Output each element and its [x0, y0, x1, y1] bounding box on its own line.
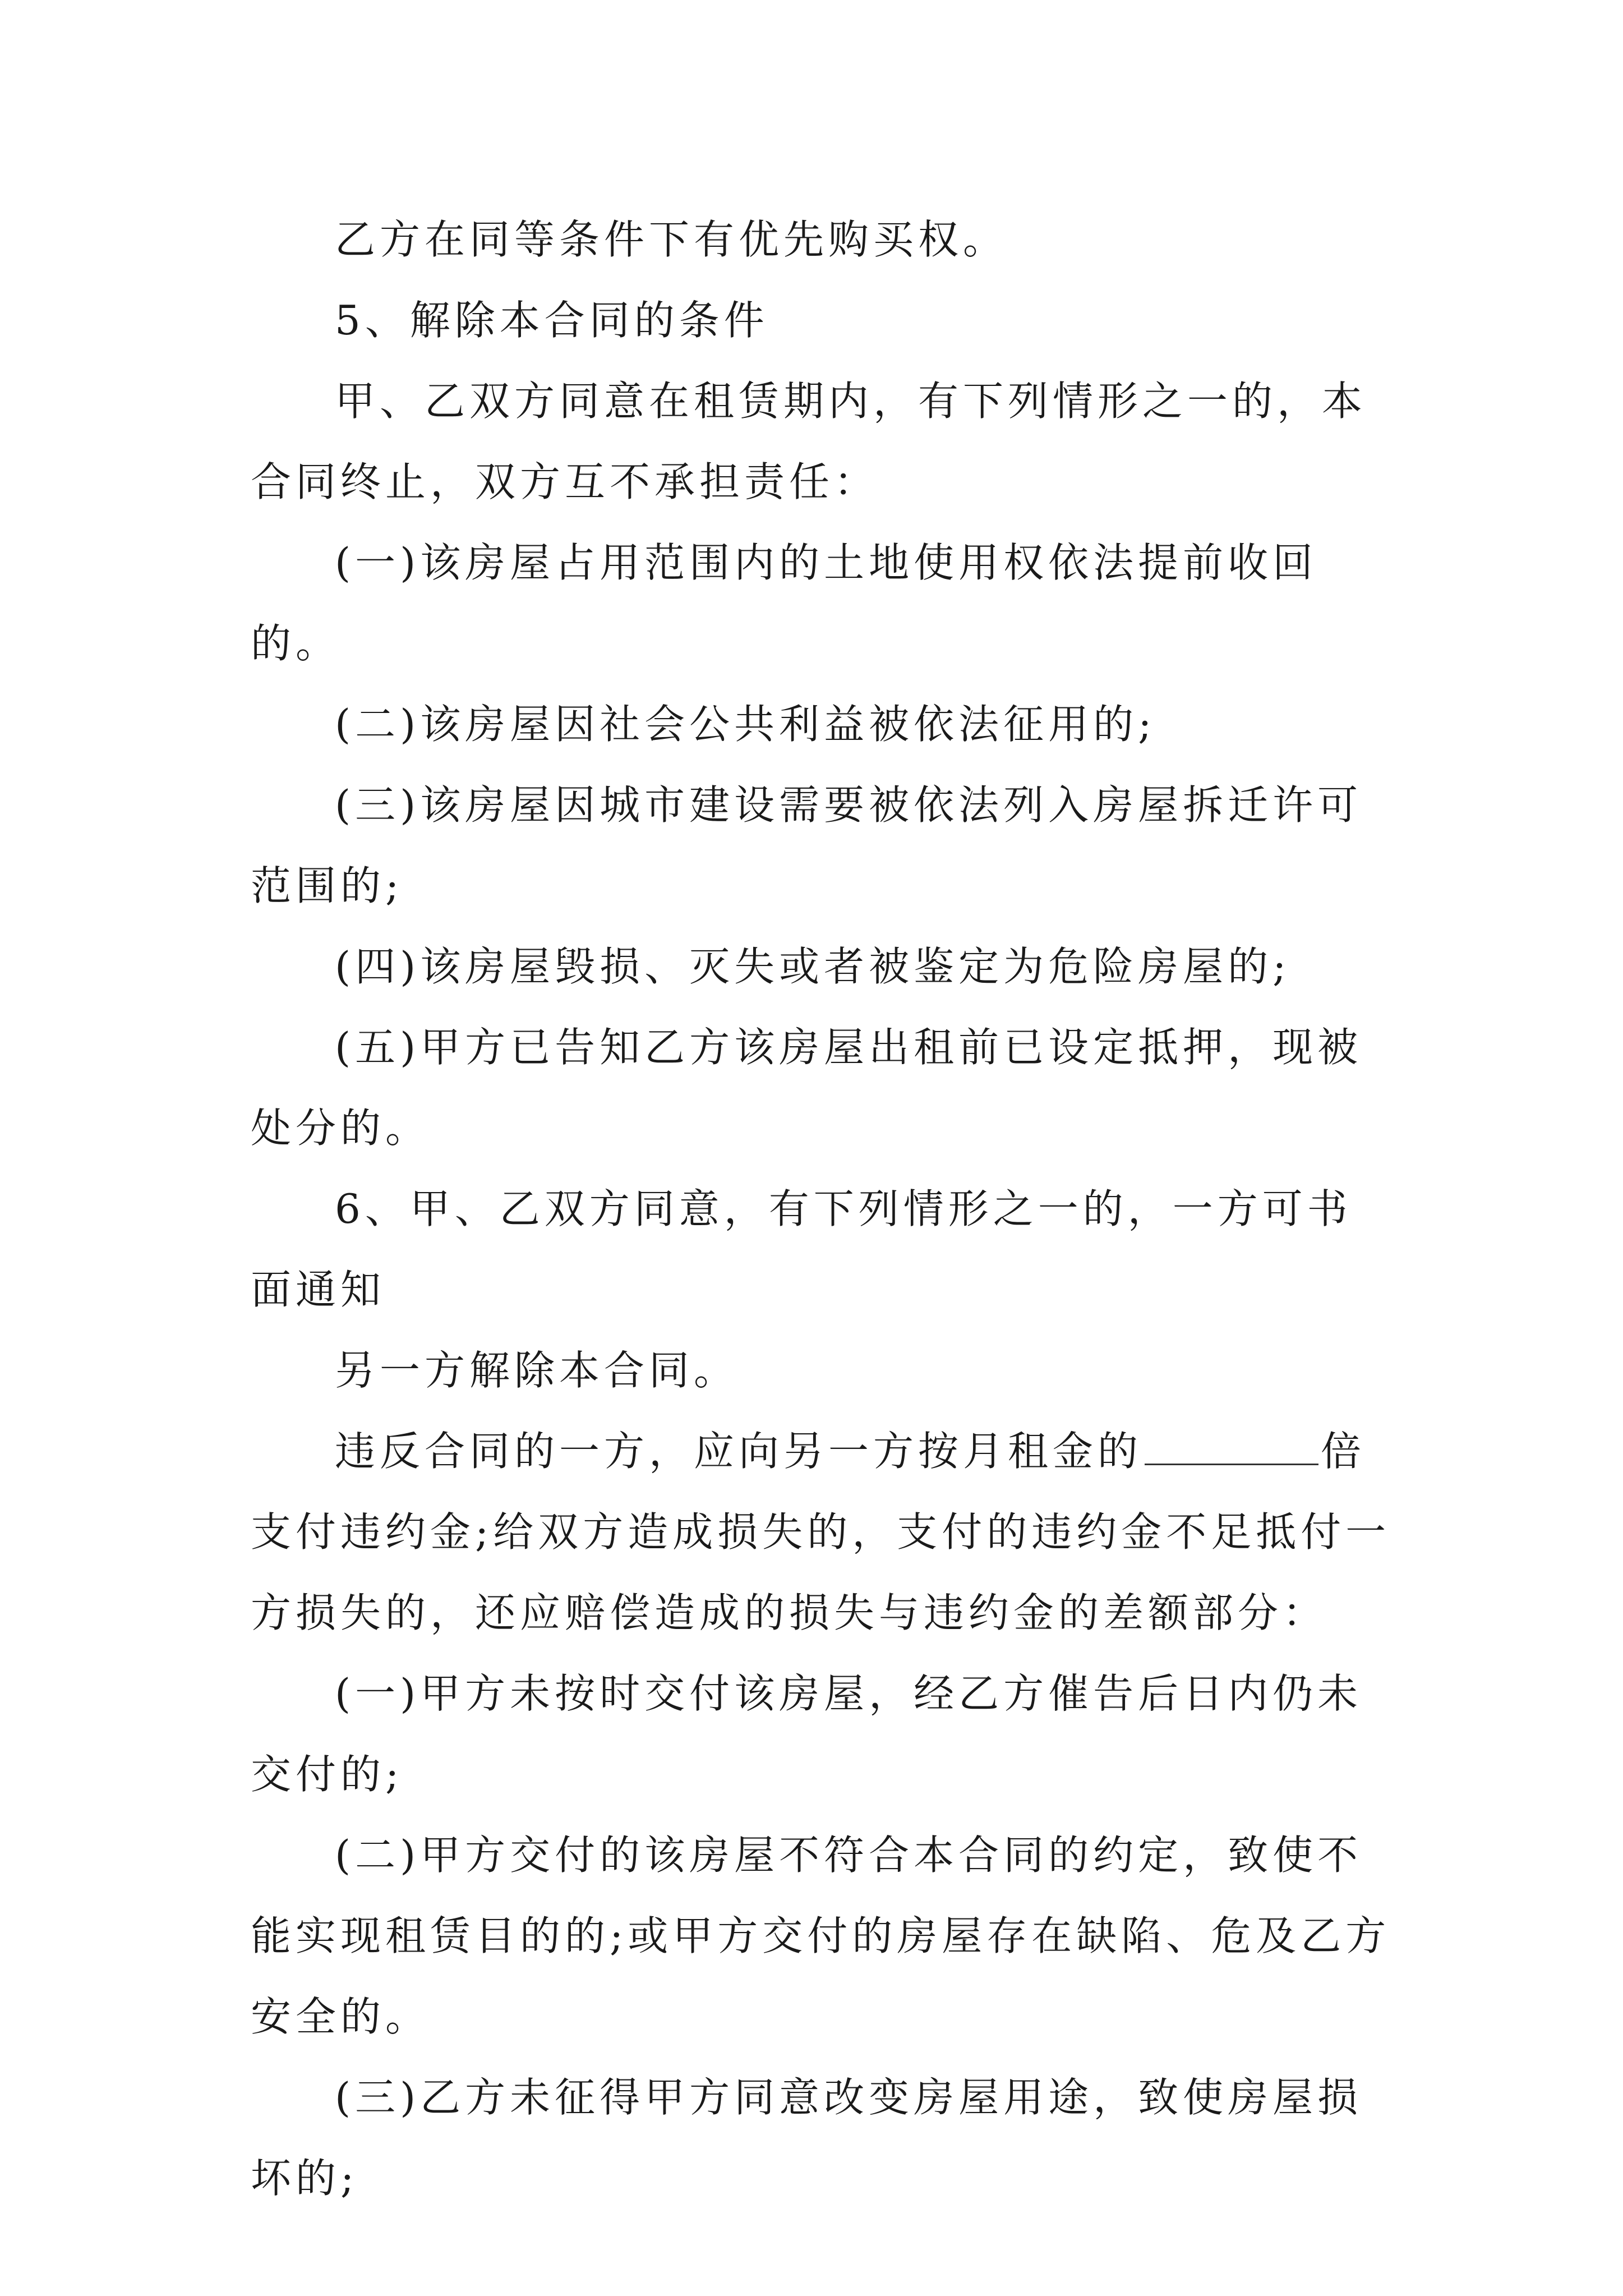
- paragraph-section-5-heading: 5、解除本合同的条件: [335, 297, 769, 344]
- penalty-multiplier-blank: [1145, 1424, 1318, 1465]
- paragraph-breach-item-3: (三)乙方未征得甲方同意改变房屋用途，致使房屋损坏的;: [251, 2074, 1363, 2202]
- paragraph-breach-item-1: (一)甲方未按时交付该房屋，经乙方催告后日内仍未交付的;: [251, 1670, 1363, 1798]
- document-body: [251, 199, 1395, 2219]
- penalty-clause-before-blank: 违反合同的一方，应向另一方按月租金的: [335, 1428, 1143, 1475]
- paragraph-termination-item-1: (一)该房屋占用范围内的土地使用权依法提前收回的。: [251, 539, 1318, 667]
- paragraph-section-6-heading: 6、甲、乙双方同意，有下列情形之一的，一方可书面通知: [251, 1185, 1352, 1313]
- penalty-clause-after-blank: 倍支付违约金;给双方造成损失的，支付的违约金不足抵付一方损失的，还应赔偿造成的损失与违约金的差额部分：: [251, 1428, 1391, 1636]
- paragraph-termination-item-3: (三)该房屋因城市建设需要被依法列入房屋拆迁许可范围的;: [251, 781, 1363, 909]
- paragraph-breach-item-2: (二)甲方交付的该房屋不符合本合同的约定，致使不能实现租赁目的的;或甲方交付的房屋存在缺陷、危及乙方安全的。: [251, 1832, 1391, 2040]
- paragraph-notify-other-party: 另一方解除本合同。: [335, 1347, 739, 1394]
- paragraph-priority-purchase: 乙方在同等条件下有优先购买权。: [335, 216, 1008, 263]
- paragraph-termination-item-4: (四)该房屋毁损、灭失或者被鉴定为危险房屋的;: [335, 943, 1291, 990]
- paragraph-termination-item-2: (二)该房屋因社会公共利益被依法征用的;: [335, 701, 1156, 748]
- paragraph-penalty-clause: [251, 1411, 1395, 1653]
- paragraph-termination-item-5: (五)甲方已告知乙方该房屋出租前已设定抵押，现被处分的。: [251, 1024, 1363, 1152]
- paragraph-termination-intro: 甲、乙双方同意在租赁期内，有下列情形之一的，本合同终止，双方互不承担责任：: [251, 378, 1367, 505]
